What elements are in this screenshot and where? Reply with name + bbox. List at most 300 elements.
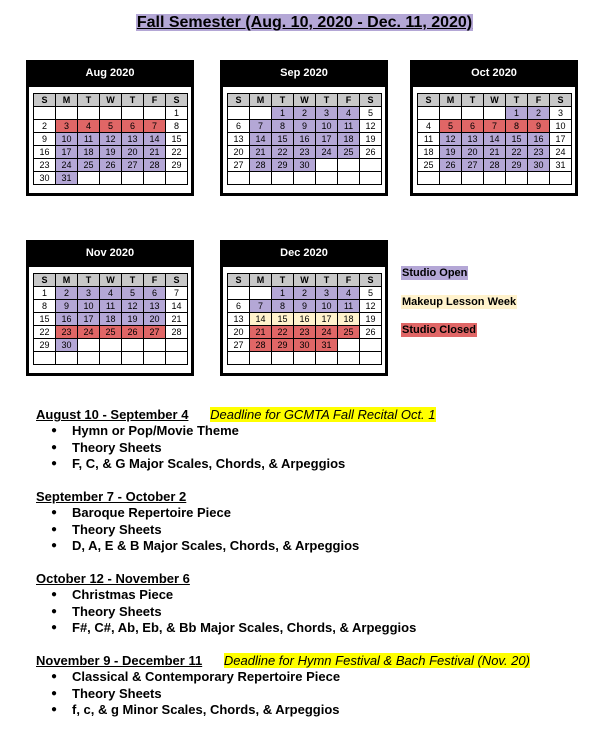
calendar-day: 1 [166, 107, 188, 120]
section-item-list [36, 505, 359, 555]
section-heading [36, 407, 436, 422]
calendar-day: 10 [316, 300, 338, 313]
section-list-item: ● Theory Sheets [72, 604, 416, 621]
calendar-day [34, 107, 56, 120]
calendar-day: 4 [338, 287, 360, 300]
calendar-day [56, 107, 78, 120]
legend-closed [401, 324, 477, 336]
page-title: Fall Semester (Aug. 10, 2020 - Dec. 11, 2020) [136, 14, 473, 31]
calendar-day: 25 [418, 159, 440, 172]
calendar-day: 22 [506, 146, 528, 159]
calendar-day [144, 172, 166, 185]
calendar-day: 17 [550, 133, 572, 146]
calendar-week [228, 107, 382, 120]
calendar-day: 5 [100, 120, 122, 133]
day-header: M [250, 274, 272, 287]
calendar-day: 2 [34, 120, 56, 133]
calendar-day: 12 [100, 133, 122, 146]
day-header: S [228, 94, 250, 107]
section-list-item: ● Christmas Piece [72, 587, 416, 604]
calendar-day [462, 172, 484, 185]
calendar-month-title: Sep 2020 [280, 67, 328, 79]
calendar-day: 9 [294, 120, 316, 133]
calendar-day: 3 [56, 120, 78, 133]
calendar-day: 22 [272, 146, 294, 159]
day-header: S [166, 274, 188, 287]
day-header: S [550, 94, 572, 107]
calendar-day: 27 [144, 326, 166, 339]
calendar-day: 26 [122, 326, 144, 339]
calendar-day: 21 [250, 326, 272, 339]
calendar-grid [33, 93, 188, 185]
calendar-day: 12 [360, 300, 382, 313]
calendar-day: 29 [34, 339, 56, 352]
calendar-day: 25 [338, 326, 360, 339]
calendar-day: 20 [462, 146, 484, 159]
calendar-body [28, 266, 192, 374]
legend-open [401, 267, 468, 279]
calendar-week [228, 172, 382, 185]
calendar-week [418, 133, 572, 146]
day-header: T [506, 94, 528, 107]
calendar-day: 19 [360, 133, 382, 146]
calendar-day: 5 [360, 287, 382, 300]
calendar-day: 31 [56, 172, 78, 185]
calendar-day: 9 [528, 120, 550, 133]
calendar-week [418, 159, 572, 172]
calendar-day: 12 [440, 133, 462, 146]
calendar-day: 29 [272, 159, 294, 172]
calendar-day [338, 172, 360, 185]
calendar-oct [410, 60, 578, 196]
calendar-day: 24 [56, 159, 78, 172]
day-header: M [440, 94, 462, 107]
calendar-day: 26 [100, 159, 122, 172]
calendar-day: 20 [228, 146, 250, 159]
calendar-day: 10 [316, 120, 338, 133]
calendar-day [338, 339, 360, 352]
calendar-aug [26, 60, 194, 196]
calendar-day: 4 [78, 120, 100, 133]
calendar-week [418, 107, 572, 120]
calendar-week [34, 146, 188, 159]
calendar-day [338, 352, 360, 365]
day-header: W [294, 274, 316, 287]
day-header: W [294, 94, 316, 107]
section-4 [36, 653, 530, 719]
calendar-day: 27 [122, 159, 144, 172]
calendar-day [316, 352, 338, 365]
day-header: S [166, 94, 188, 107]
calendar-day: 2 [294, 287, 316, 300]
calendar-day: 8 [506, 120, 528, 133]
calendar-day: 19 [360, 313, 382, 326]
section-3 [36, 571, 416, 637]
calendar-day: 16 [56, 313, 78, 326]
calendar-week [34, 120, 188, 133]
calendar-body [412, 86, 576, 194]
calendar-day: 21 [484, 146, 506, 159]
calendar-day [360, 352, 382, 365]
calendar-day: 10 [56, 133, 78, 146]
calendar-day [166, 352, 188, 365]
calendar-day: 18 [338, 313, 360, 326]
calendar-day: 22 [34, 326, 56, 339]
calendar-day: 10 [78, 300, 100, 313]
day-header: F [338, 94, 360, 107]
day-header: W [484, 94, 506, 107]
calendar-day [418, 107, 440, 120]
calendar-day: 30 [294, 159, 316, 172]
day-header: F [528, 94, 550, 107]
section-list-item: ● Theory Sheets [72, 440, 436, 457]
calendar-day: 13 [122, 133, 144, 146]
calendar-day: 8 [166, 120, 188, 133]
calendar-body [222, 266, 386, 374]
calendar-day: 19 [100, 146, 122, 159]
section-list-item: ● Theory Sheets [72, 522, 359, 539]
calendar-day [34, 352, 56, 365]
day-header: T [316, 274, 338, 287]
calendar-day [360, 172, 382, 185]
calendar-day [78, 172, 100, 185]
calendar-day: 22 [272, 326, 294, 339]
calendar-week [34, 313, 188, 326]
calendar-day: 4 [338, 107, 360, 120]
section-list-item: ● f, c, & g Minor Scales, Chords, & Arpeggios [72, 702, 530, 719]
calendar-day [228, 287, 250, 300]
calendar-grid [33, 273, 188, 365]
calendar-day: 9 [34, 133, 56, 146]
section-1 [36, 407, 436, 473]
calendar-day: 15 [506, 133, 528, 146]
calendar-day: 17 [78, 313, 100, 326]
calendar-day: 14 [250, 133, 272, 146]
calendar-day: 5 [360, 107, 382, 120]
calendar-day: 1 [34, 287, 56, 300]
calendar-day: 4 [100, 287, 122, 300]
legend-open-label: Studio Open [402, 267, 468, 279]
calendar-day: 29 [506, 159, 528, 172]
day-header: S [34, 94, 56, 107]
calendar-week [418, 172, 572, 185]
calendar-day: 24 [550, 146, 572, 159]
calendar-day: 24 [316, 146, 338, 159]
calendar-week [418, 146, 572, 159]
calendar-month-title: Nov 2020 [85, 247, 135, 259]
calendar-grid [227, 273, 382, 365]
calendar-day: 18 [100, 313, 122, 326]
calendar-day: 25 [78, 159, 100, 172]
calendar-body [28, 86, 192, 194]
calendar-day [228, 172, 250, 185]
calendar-day: 6 [462, 120, 484, 133]
calendar-day: 28 [166, 326, 188, 339]
calendar-day [56, 352, 78, 365]
calendar-day: 11 [78, 133, 100, 146]
day-header: F [144, 274, 166, 287]
calendar-month-title: Oct 2020 [471, 67, 517, 79]
day-header: T [316, 94, 338, 107]
calendar-day: 16 [34, 146, 56, 159]
section-heading [36, 489, 359, 504]
calendar-body [222, 86, 386, 194]
calendar-day: 30 [528, 159, 550, 172]
calendar-day [78, 339, 100, 352]
calendar-day: 25 [338, 146, 360, 159]
legend-closed-label: Studio Closed [402, 324, 476, 336]
calendar-day [228, 352, 250, 365]
section-item-list [36, 669, 530, 719]
section-heading [36, 653, 530, 668]
calendar-day: 27 [228, 159, 250, 172]
calendar-day: 28 [144, 159, 166, 172]
calendar-day: 1 [506, 107, 528, 120]
calendar-week [228, 159, 382, 172]
section-list-item: ● F#, C#, Ab, Eb, & Bb Major Scales, Chords, & Arpeggios [72, 620, 416, 637]
calendar-day: 28 [250, 159, 272, 172]
calendar-week [228, 300, 382, 313]
calendar-day: 18 [338, 133, 360, 146]
calendar-month-title: Dec 2020 [280, 247, 328, 259]
calendar-day: 20 [122, 146, 144, 159]
day-header: W [100, 274, 122, 287]
calendar-day [462, 107, 484, 120]
calendar-day: 12 [360, 120, 382, 133]
day-header: M [250, 94, 272, 107]
calendar-day: 11 [418, 133, 440, 146]
day-header: T [122, 94, 144, 107]
calendar-day [122, 172, 144, 185]
calendar-week [34, 159, 188, 172]
calendar-day: 13 [144, 300, 166, 313]
calendar-day: 23 [56, 326, 78, 339]
calendar-day: 15 [34, 313, 56, 326]
calendar-week [34, 287, 188, 300]
calendar-day: 7 [250, 120, 272, 133]
day-header: T [78, 94, 100, 107]
calendar-day: 8 [34, 300, 56, 313]
calendar-day: 27 [462, 159, 484, 172]
calendar-day [440, 172, 462, 185]
calendar-grid [417, 93, 572, 185]
calendar-day: 19 [440, 146, 462, 159]
calendar-day: 3 [550, 107, 572, 120]
calendar-day [418, 172, 440, 185]
calendar-week [228, 146, 382, 159]
calendar-dec [220, 240, 388, 376]
calendar-day [144, 107, 166, 120]
section-deadline: Deadline for Hymn Festival & Bach Festival (Nov. 20) [223, 653, 530, 668]
calendar-day: 17 [316, 313, 338, 326]
calendar-week [34, 133, 188, 146]
section-date-range: October 12 - November 6 [36, 571, 190, 586]
day-header: T [272, 274, 294, 287]
calendar-sep [220, 60, 388, 196]
calendar-day: 29 [166, 159, 188, 172]
calendar-week [228, 339, 382, 352]
calendar-day: 14 [250, 313, 272, 326]
section-item-list [36, 423, 436, 473]
calendar-day: 14 [166, 300, 188, 313]
calendar-day: 14 [484, 133, 506, 146]
calendar-day: 15 [166, 133, 188, 146]
calendar-day: 21 [144, 146, 166, 159]
calendar-day [166, 172, 188, 185]
calendar-day: 30 [56, 339, 78, 352]
calendar-day: 18 [78, 146, 100, 159]
section-date-range: November 9 - December 11 [36, 653, 203, 668]
section-date-range: August 10 - September 4 [36, 407, 189, 422]
day-header: S [34, 274, 56, 287]
calendar-day: 12 [122, 300, 144, 313]
section-2 [36, 489, 359, 555]
calendar-day: 8 [272, 300, 294, 313]
calendar-day: 28 [250, 339, 272, 352]
calendar-day: 28 [484, 159, 506, 172]
calendar-day [166, 339, 188, 352]
day-header: M [56, 94, 78, 107]
day-header: T [272, 94, 294, 107]
calendar-day [272, 172, 294, 185]
calendar-day [122, 107, 144, 120]
calendar-day: 15 [272, 313, 294, 326]
legend-makeup [401, 296, 517, 308]
calendar-day [144, 352, 166, 365]
calendar-day: 23 [294, 146, 316, 159]
calendar-day [440, 107, 462, 120]
calendar-week [228, 352, 382, 365]
calendar-week [228, 120, 382, 133]
calendar-day [316, 172, 338, 185]
section-list-item: ● F, C, & G Major Scales, Chords, & Arpeggios [72, 456, 436, 473]
calendar-day: 7 [166, 287, 188, 300]
day-header: T [78, 274, 100, 287]
calendar-day: 1 [272, 287, 294, 300]
calendar-day: 13 [228, 133, 250, 146]
day-header: S [228, 274, 250, 287]
calendar-day: 24 [316, 326, 338, 339]
calendar-day [528, 172, 550, 185]
calendar-day: 29 [272, 339, 294, 352]
calendar-day: 16 [528, 133, 550, 146]
calendar-day: 9 [294, 300, 316, 313]
calendar-day: 3 [316, 287, 338, 300]
calendar-day: 27 [228, 339, 250, 352]
calendar-day [78, 107, 100, 120]
calendar-day: 31 [550, 159, 572, 172]
day-header: S [360, 94, 382, 107]
calendar-day: 13 [228, 313, 250, 326]
calendar-day: 5 [440, 120, 462, 133]
calendar-day: 18 [418, 146, 440, 159]
calendar-day [294, 352, 316, 365]
calendar-day: 5 [122, 287, 144, 300]
calendar-day: 16 [294, 133, 316, 146]
calendar-day [294, 172, 316, 185]
calendar-week [34, 300, 188, 313]
calendar-day: 15 [272, 133, 294, 146]
calendar-day [338, 159, 360, 172]
calendar-day: 17 [56, 146, 78, 159]
calendar-day [250, 352, 272, 365]
calendar-day: 6 [144, 287, 166, 300]
calendar-day: 24 [78, 326, 100, 339]
calendar-day: 20 [228, 326, 250, 339]
calendar-week [34, 107, 188, 120]
page-title-wrap [0, 14, 609, 32]
calendar-day: 23 [528, 146, 550, 159]
calendar-week [34, 339, 188, 352]
section-item-list [36, 587, 416, 637]
calendar-day [250, 287, 272, 300]
day-header: M [56, 274, 78, 287]
calendar-day: 6 [122, 120, 144, 133]
calendar-day: 2 [528, 107, 550, 120]
calendar-month-title: Aug 2020 [85, 67, 135, 79]
calendar-day [228, 107, 250, 120]
day-header: F [144, 94, 166, 107]
calendar-day: 19 [122, 313, 144, 326]
calendar-day: 17 [316, 133, 338, 146]
calendar-day: 31 [316, 339, 338, 352]
legend-makeup-label: Makeup Lesson Week [402, 296, 517, 308]
calendar-week [34, 172, 188, 185]
calendar-grid [227, 93, 382, 185]
day-header: T [462, 94, 484, 107]
calendar-day: 20 [144, 313, 166, 326]
calendar-day [100, 339, 122, 352]
calendar-day: 22 [166, 146, 188, 159]
section-list-item: ● Classical & Contemporary Repertoire Piece [72, 669, 530, 686]
calendar-day [316, 159, 338, 172]
calendar-nov [26, 240, 194, 376]
calendar-day: 4 [418, 120, 440, 133]
section-list-item: ● D, A, E & B Major Scales, Chords, & Arpeggios [72, 538, 359, 555]
section-heading [36, 571, 416, 586]
calendar-day [272, 352, 294, 365]
calendar-day [484, 107, 506, 120]
calendar-day: 7 [250, 300, 272, 313]
section-list-item: ● Theory Sheets [72, 686, 530, 703]
day-header: S [360, 274, 382, 287]
day-header: F [338, 274, 360, 287]
calendar-day: 13 [462, 133, 484, 146]
calendar-week [228, 313, 382, 326]
calendar-week [34, 326, 188, 339]
calendar-week [228, 326, 382, 339]
calendar-day: 23 [34, 159, 56, 172]
calendar-day: 21 [166, 313, 188, 326]
calendar-day: 26 [360, 146, 382, 159]
calendar-week [418, 120, 572, 133]
calendar-day: 6 [228, 300, 250, 313]
calendar-day [250, 172, 272, 185]
calendar-day: 25 [100, 326, 122, 339]
calendar-week [34, 352, 188, 365]
day-header: W [100, 94, 122, 107]
calendar-day: 2 [56, 287, 78, 300]
calendar-day [100, 107, 122, 120]
calendar-day [78, 352, 100, 365]
calendar-day: 21 [250, 146, 272, 159]
calendar-day: 3 [78, 287, 100, 300]
calendar-day [100, 172, 122, 185]
calendar-day: 10 [550, 120, 572, 133]
calendar-day [550, 172, 572, 185]
calendar-day [122, 352, 144, 365]
calendar-day: 26 [440, 159, 462, 172]
